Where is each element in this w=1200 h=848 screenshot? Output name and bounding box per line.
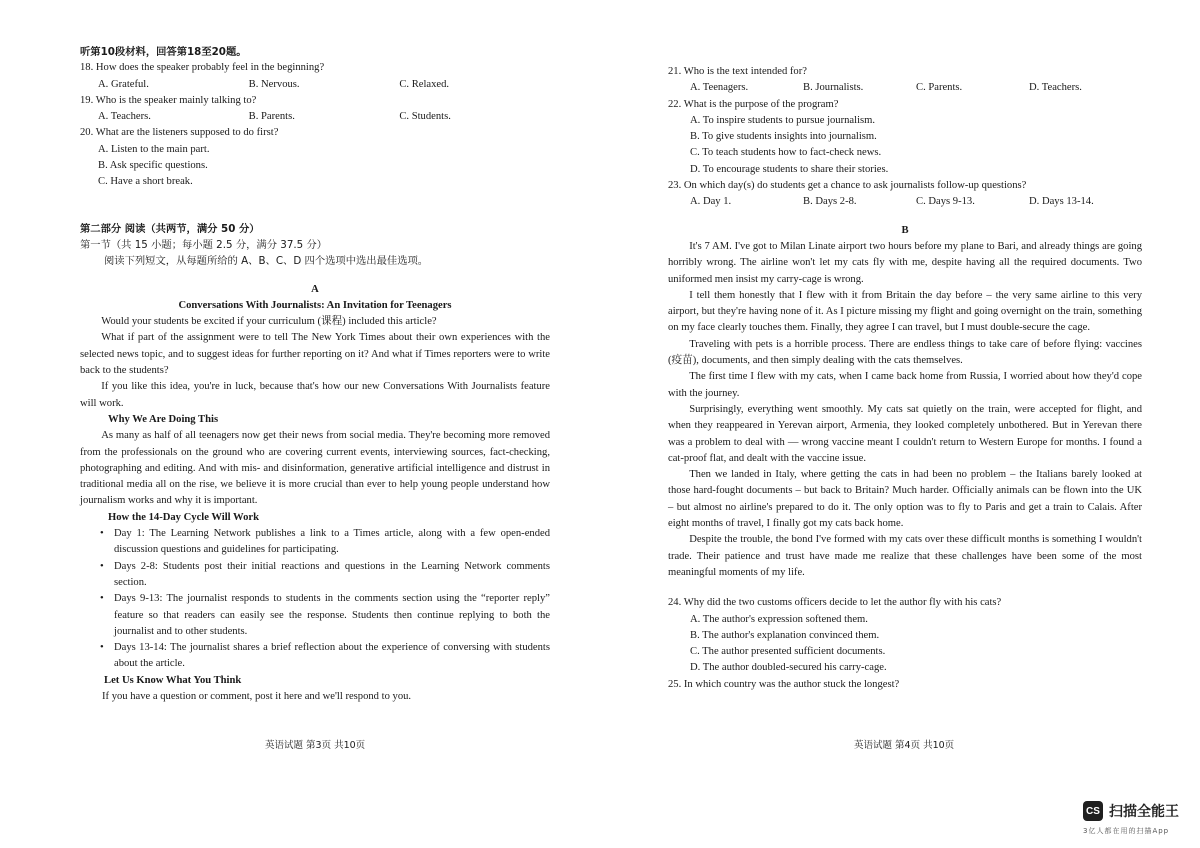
section1-title: 第一节（共 15 小题；每小题 2.5 分，满分 37.5 分） xyxy=(80,238,328,251)
question-24 xyxy=(668,595,1142,676)
cycle-list-item: • Days 9-13: The journalist responds to students in the comments section using the “reporter reply” feature so that readers can easily see the response. Students then continue replying to both the journalist and to other students. xyxy=(114,591,550,640)
passage-a-paragraph: If you have a question or comment, post it here and we'll respond to you. xyxy=(102,690,412,702)
q23-option-d: D. Days 13-14. xyxy=(1029,196,1094,208)
left-page-footer: 英语试题 第3页 共10页 xyxy=(265,740,366,751)
passage-b-paragraph: Surprisingly, everything went smoothly. My cats sat quietly on the train, were accepted for flight, and when they reappeared in Yerevan airport, Armenia, they looked completely unbothered. But in Yerevan there was a problem to deal with — wrong vaccine meant I couldn't return to Western Europe for months. I found a cat-proof flat, and dealt with the vaccine issue. xyxy=(668,403,1142,464)
passage-b-paragraph: I tell them honestly that I flew with it from Britain the day before – the very same airline to this very airport, but they're having none of it. As I picture missing my flight and going overnight on the train, something on my face clearly touches them. Finally, they agree I can travel, but I must double-secure the cage. xyxy=(668,289,1142,334)
passage-a-title: Conversations With Journalists: An Invitation for Teenagers xyxy=(178,299,452,311)
passage-a-paragraph: As many as half of all teenagers now get their news from social media. They're becoming more removed from the professionals on the ground who are covering current events, interviewing sources, fact-checking, photographing and editing. And with mis- and disinformation, generative artificial intelligence and distrust in traditional media all on the rise, we believe it is more crucial than ever to help young people understand how journalism works and why it is important. xyxy=(80,430,550,507)
q20-option-a: A. Listen to the main part. xyxy=(98,143,210,155)
passage-a-heading: How the 14-Day Cycle Will Work xyxy=(108,511,259,523)
q21-option-d: D. Teachers. xyxy=(1029,82,1082,94)
reading-instruction: 阅读下列短文，从每题所给的 A、B、C、D 四个选项中选出最佳选项。 xyxy=(104,255,429,268)
q23-option-b: B. Days 2-8. xyxy=(803,196,857,208)
q18-option-b: B. Nervous. xyxy=(248,78,300,90)
q24-option-b: B. The author's explanation convinced them. xyxy=(690,629,880,641)
q18-option-c: C. Relaxed. xyxy=(399,78,450,90)
passage-a-heading: Let Us Know What You Think xyxy=(104,674,242,686)
passage-b-paragraph: Despite the trouble, the bond I've formed with my cats over these difficult months is something I wouldn't trade. Their patience and trust have made me realize that these challenges have been some of the most meaningful moments of my life. xyxy=(668,534,1142,578)
q22-stem: 22. What is the purpose of the program? xyxy=(668,98,839,110)
cycle-list-item: • Day 1: The Learning Network publishes a link to a Times article, along with a few open-ended discussion questions and guidelines for participating. xyxy=(114,526,550,559)
q21-options xyxy=(668,80,1142,96)
q20-option-c: C. Have a short break. xyxy=(98,176,193,188)
listening-header: 听第10段材料，回答第18至20题。 xyxy=(80,46,247,58)
q22-option-c: C. To teach students how to fact-check news. xyxy=(690,147,882,159)
scanner-app-name: 扫描全能王 xyxy=(1109,804,1179,820)
q22-option-d: D. To encourage students to share their stories. xyxy=(690,163,889,175)
q24-stem: 24. Why did the two customs officers decide to let the author fly with his cats? xyxy=(668,597,1002,609)
left-page xyxy=(80,0,550,705)
q21-option-a: A. Teenagers. xyxy=(690,82,749,94)
passage-a-letter: A xyxy=(311,283,319,295)
cycle-list-item: • Days 13-14: The journalist shares a brief reflection about the experience of conversing with students about the article. xyxy=(114,640,550,673)
q24-option-c: C. The author presented sufficient documents. xyxy=(690,646,886,658)
cycle-list xyxy=(80,526,550,673)
q24-option-a: A. The author's expression softened them. xyxy=(690,613,868,625)
q24-option-d: D. The author doubled-secured his carry-cage. xyxy=(690,662,887,674)
cycle-list-item: • Days 2-8: Students post their initial reactions and questions in the Learning Network comments section. xyxy=(114,559,550,592)
passage-a-paragraph: Would your students be excited if your curriculum (课程) included this article? xyxy=(101,316,437,328)
passage-b-paragraph: Traveling with pets is a horrible process. There are endless things to take care of before flying: vaccines (疫苗), documents, and then simply dealing with the cats themselves. xyxy=(668,338,1142,367)
question-18 xyxy=(80,60,550,93)
q20-stem: 20. What are the listeners supposed to do first? xyxy=(80,127,279,139)
q23-option-a: A. Day 1. xyxy=(690,196,732,208)
q19-option-b: B. Parents. xyxy=(248,111,295,123)
right-page xyxy=(668,0,1142,693)
question-22 xyxy=(668,97,1142,178)
question-21 xyxy=(668,64,1142,97)
right-page-footer: 英语试题 第4页 共10页 xyxy=(854,740,955,751)
passage-a-heading: Why We Are Doing This xyxy=(108,413,219,425)
scanner-logo xyxy=(1083,801,1179,821)
passage-b-paragraph: The first time I flew with my cats, when I came back home from Russia, I worried about how they'd cope with the journey. xyxy=(668,371,1142,399)
question-23 xyxy=(668,178,1142,211)
q21-option-c: C. Parents. xyxy=(916,82,963,94)
q19-options xyxy=(80,109,550,125)
question-19 xyxy=(80,93,550,126)
q23-options xyxy=(668,194,1142,210)
passage-b-paragraph: Then we landed in Italy, where getting the cats in had been no problem – the Italians barely looked at those hard-fought documents – but back to Britain? Much harder. Officially animals can be flown into the UK – but almost no airline's prepared to do it. The only option was to fly to Paris and get a train to Calais. After eight months of travel, I finally got my cats back home. xyxy=(668,469,1142,530)
passage-a-paragraph: If you like this idea, you're in luck, because that's how our new Conversations With Journalists feature will work. xyxy=(80,381,550,409)
q25-stem: 25. In which country was the author stuck the longest? xyxy=(668,678,900,690)
passage-a-paragraph: What if part of the assignment were to tell The New York Times about their own experiences with the selected news topic, and to suggest ideas for further reporting on it? And what if Times reporters were to write back to the students? xyxy=(80,332,550,377)
passage-b-paragraph: It's 7 AM. I've got to Milan Linate airport two hours before my plane to Bari, and already things are going horribly wrong. The airline won't let my cats fly with me, despite having all the required documents. Two uniformed men insist my carry-cage is wrong. xyxy=(668,240,1142,285)
q19-option-c: C. Students. xyxy=(399,111,451,123)
q18-stem: 18. How does the speaker probably feel in the beginning? xyxy=(80,62,325,74)
q20-option-b: B. Ask specific questions. xyxy=(98,160,208,172)
q23-option-c: C. Days 9-13. xyxy=(916,196,975,208)
passage-b-letter: B xyxy=(901,224,909,236)
q22-option-a: A. To inspire students to pursue journalism. xyxy=(690,114,876,126)
q18-option-a: A. Grateful. xyxy=(98,78,149,90)
q23-stem: 23. On which day(s) do students get a chance to ask journalists follow-up questions? xyxy=(668,180,1027,192)
question-20 xyxy=(80,125,550,190)
scanner-tagline: 3亿人都在用的扫描App xyxy=(1083,827,1170,835)
part2-title: 第二部分 阅读（共两节，满分 50 分） xyxy=(80,222,260,235)
q19-stem: 19. Who is the speaker mainly talking to? xyxy=(80,94,257,106)
q21-stem: 21. Who is the text intended for? xyxy=(668,66,807,77)
cs-badge-icon: CS xyxy=(1083,801,1103,821)
q18-options xyxy=(80,77,550,93)
q19-option-a: A. Teachers. xyxy=(98,111,151,123)
q22-option-b: B. To give students insights into journalism. xyxy=(690,131,877,143)
q21-option-b: B. Journalists. xyxy=(803,82,864,94)
